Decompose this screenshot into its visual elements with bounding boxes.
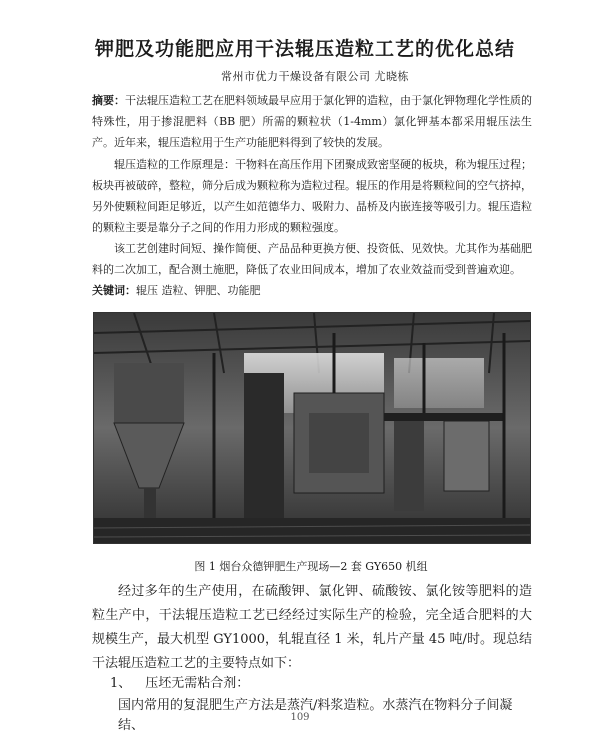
author-line: 常州市优力干燥设备有限公司 尤晓栋 bbox=[221, 70, 409, 83]
craft-paragraph: 该工艺创建时间短、操作简便、产品品种更换方便、投资低、见效快。尤其作为基础肥料的二次加工，配合测土施肥，降低了农业田间成本，增加了农业效益而受到普遍欢迎。 bbox=[92, 242, 532, 276]
list-item-1 bbox=[110, 672, 249, 691]
list-item-text: 压坯无需粘合剂： bbox=[145, 676, 250, 691]
summary-paragraph: 经过多年的生产使用，在硫酸钾、氯化钾、硫酸铵、氯化铵等肥料的造粒生产中，干法辊压造粒工艺已经经过实际生产的检验，完全适合肥料的大规模生产，最大机型 GY1000，轧辊直径 1 米，轧片产量 45 吨/时。现总结干法辊压造粒工艺的主要特点如下： bbox=[92, 584, 532, 671]
paper-title: 钾肥及功能肥应用干法辊压造粒工艺的优化总结 bbox=[94, 38, 515, 60]
abstract-label: 摘要： bbox=[92, 94, 125, 107]
principle-paragraph: 辊压造粒的工作原理是：干物料在高压作用下团聚成致密坚硬的板块，称为辊压过程；板块再被破碎，整粒，筛分后成为颗粒称为造粒过程。辊压的作用是将颗粒间的空气挤掉，另外使颗粒间距足够近，以产生如范德华力、吸附力、晶桥及内嵌连接等吸引力。辊压造粒的颗粒主要是靠分子之间的作用力形成的颗粒强度。 bbox=[92, 158, 532, 234]
keywords-text: 辊压 造粒、钾肥、功能肥 bbox=[136, 284, 261, 297]
abstract-paragraph bbox=[92, 90, 532, 153]
list-item-number: 1、 bbox=[110, 676, 132, 691]
factory-photo bbox=[93, 312, 531, 544]
keywords-line bbox=[92, 280, 532, 301]
page-number: 109 bbox=[290, 712, 310, 723]
factory-photo-image bbox=[94, 313, 530, 543]
keywords-label: 关键词： bbox=[92, 284, 136, 297]
abstract-text: 干法辊压造粒工艺在肥料领域最早应用于氯化钾的造粒，由于氯化钾物理化学性质的特殊性，用于掺混肥料（BB 肥）所需的颗粒状（1-4mm）氯化钾基本都采用辊压法生产。近年来，辊压造粒用于生产功能肥料得到了较快的发展。 bbox=[92, 94, 532, 149]
figure-caption: 图 1 烟台众德钾肥生产现场—2 套 GY650 机组 bbox=[194, 560, 428, 573]
continuation-paragraph: 国内常用的复混肥生产方法是蒸汽/料浆造粒。水蒸汽在物料分子间凝结、 bbox=[118, 698, 513, 733]
